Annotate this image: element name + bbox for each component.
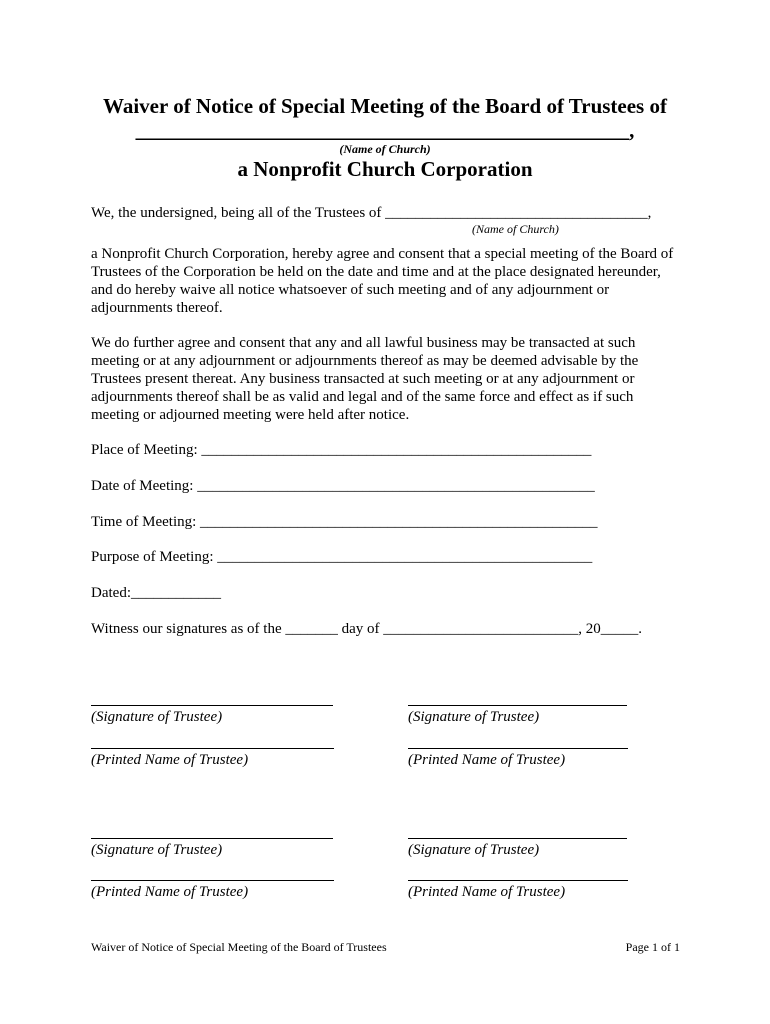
paragraph-line: adjournments thereof.	[91, 300, 223, 316]
paragraph-line: and do hereby waive all notice whatsoever of such meeting and of any adjournment or	[91, 282, 610, 298]
signature-line[interactable]	[408, 838, 627, 839]
signature-line[interactable]	[91, 705, 333, 706]
paragraph-consent	[91, 245, 691, 317]
paragraph-line: We do further agree and consent that any and all lawful business may be transacted at such	[91, 335, 636, 351]
printed-name-label: (Printed Name of Trustee)	[408, 752, 566, 768]
paragraph-line: Trustees of the Corporation be held on the date and time and at the place designated hereunder,	[91, 264, 661, 280]
witness-line[interactable]: Witness our signatures as of the _______ day of __________________________, 20_____.	[91, 621, 643, 637]
purpose-of-meeting-field[interactable]: Purpose of Meeting: __________________________________________________	[91, 549, 593, 565]
date-of-meeting-field[interactable]: Date of Meeting: _____________________________________________________	[91, 478, 595, 494]
intro-line: We, the undersigned, being all of the Trustees of ___________________________________,	[91, 205, 652, 221]
time-of-meeting-field[interactable]: Time of Meeting: _____________________________________________________	[91, 514, 598, 530]
printed-name-label: (Printed Name of Trustee)	[91, 884, 249, 900]
paragraph-line: adjournments thereof shall be as valid and legal and of the same force and effect as if such	[91, 389, 634, 405]
intro-church-caption: (Name of Church)	[472, 222, 559, 236]
paragraph-line: meeting or adjourned meeting were held after notice.	[91, 407, 410, 423]
paragraph-line: a Nonprofit Church Corporation, hereby agree and consent that a special meeting of the Board of	[91, 246, 674, 262]
signature-label: (Signature of Trustee)	[408, 842, 540, 858]
printed-name-line[interactable]	[91, 880, 334, 881]
printed-name-label: (Printed Name of Trustee)	[91, 752, 249, 768]
paragraph-line: meeting or at any adjournment or adjournments thereof as may be deemed advisable by the	[91, 353, 639, 369]
printed-name-label: (Printed Name of Trustee)	[408, 884, 566, 900]
printed-name-line[interactable]	[408, 880, 628, 881]
signature-line[interactable]	[408, 705, 627, 706]
signature-line[interactable]	[91, 838, 333, 839]
signature-label: (Signature of Trustee)	[408, 709, 540, 725]
printed-name-line[interactable]	[91, 748, 334, 749]
footer-title: Waiver of Notice of Special Meeting of the Board of Trustees	[91, 940, 387, 954]
place-of-meeting-field[interactable]: Place of Meeting: ____________________________________________________	[91, 442, 592, 458]
document-title: Waiver of Notice of Special Meeting of the Board of Trustees of	[103, 94, 667, 118]
document-subtitle: a Nonprofit Church Corporation	[237, 157, 533, 181]
church-name-caption: (Name of Church)	[339, 142, 431, 156]
paragraph-line: Trustees present thereat. Any business transacted at such meeting or at any adjournment or	[91, 371, 635, 387]
printed-name-line[interactable]	[408, 748, 628, 749]
signature-label: (Signature of Trustee)	[91, 842, 223, 858]
signature-label: (Signature of Trustee)	[91, 709, 223, 725]
dated-field[interactable]: Dated:____________	[91, 585, 221, 601]
paragraph-business	[91, 334, 691, 424]
church-name-blank: _______________________________________________,	[135, 118, 635, 142]
page-number: Page 1 of 1	[625, 940, 680, 954]
